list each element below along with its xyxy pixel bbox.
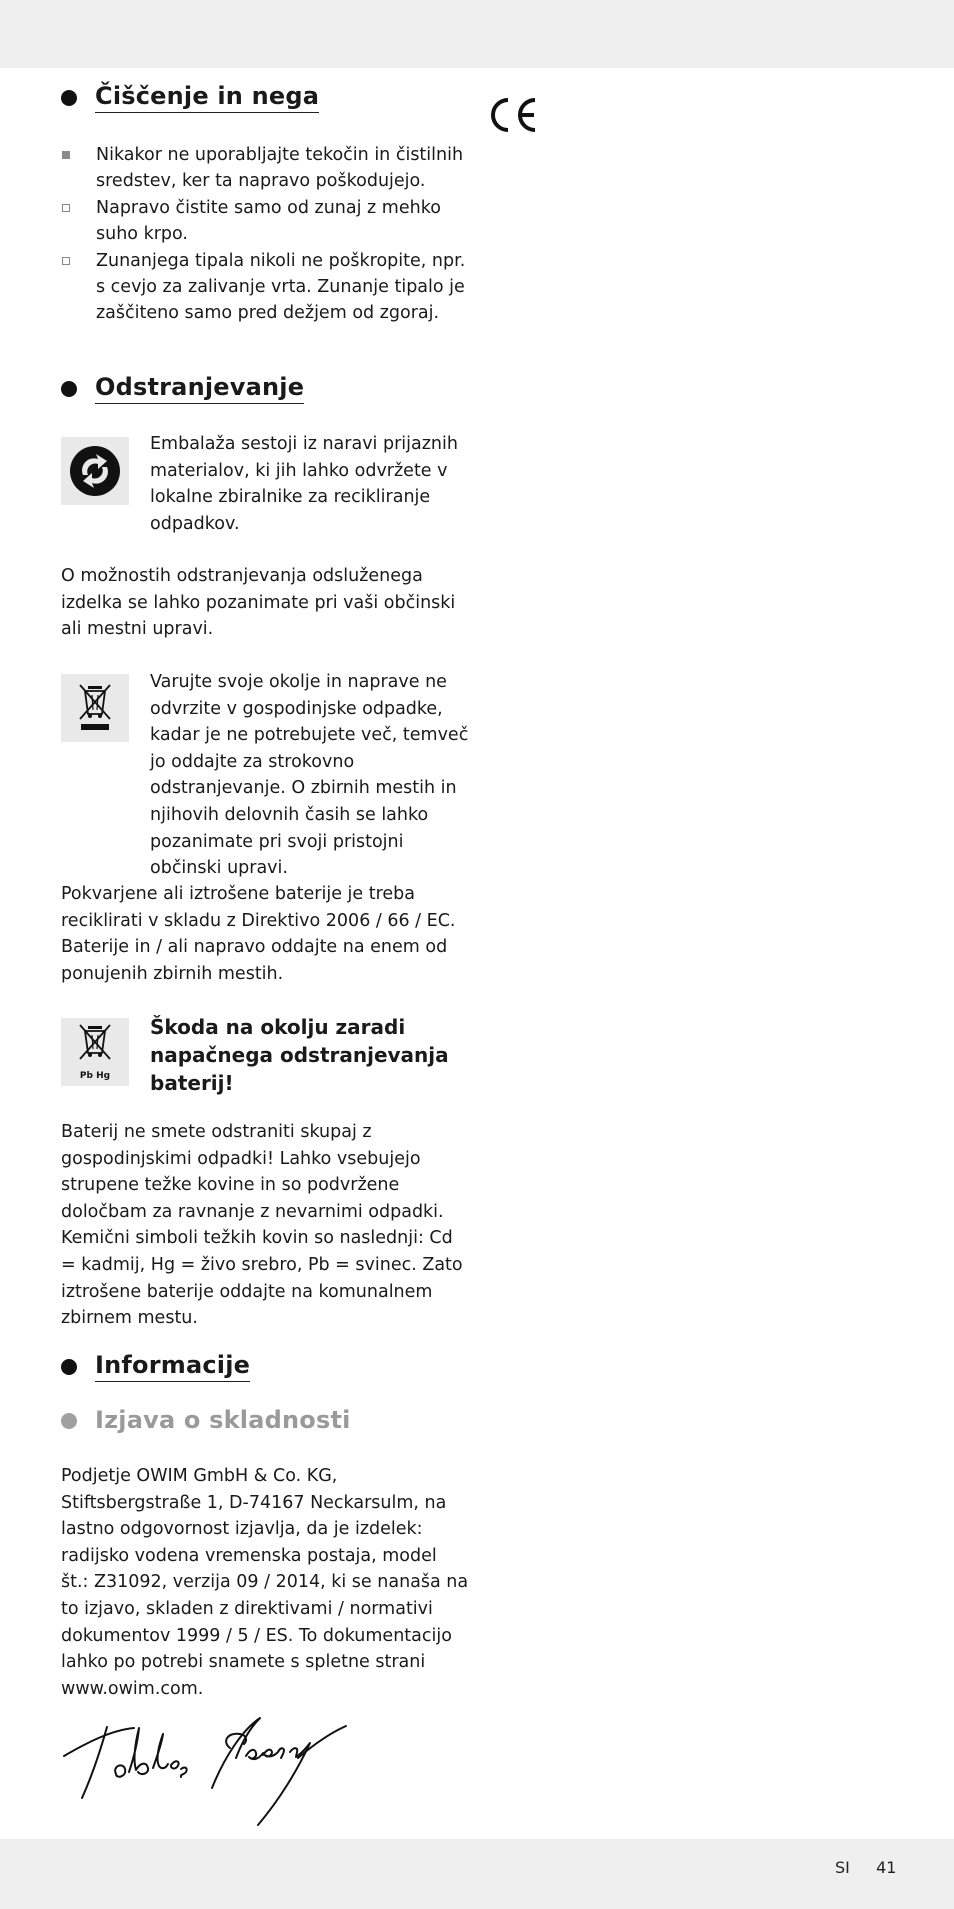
heading-disposal-text: Odstranjevanje xyxy=(95,373,304,404)
heading-declaration-text: Izjava o skladnosti xyxy=(95,1406,351,1434)
heading-bullet xyxy=(61,90,77,106)
disposal-options-text: O možnostih odstranjevanja odsluženega izdelka se lahko pozanimate pri vaši občinski ali mestni upravi. xyxy=(61,566,456,640)
top-band xyxy=(0,0,954,68)
bullet-square-icon xyxy=(62,151,70,159)
heading-info xyxy=(61,1351,250,1382)
list-item: Nikakor ne uporabljajte tekočin in čistilnih sredstev, ker ta napravo poškodujejo. xyxy=(61,142,469,195)
packaging-text-block xyxy=(150,431,470,537)
heading-bullet xyxy=(61,1359,77,1375)
weee-text-block xyxy=(150,669,470,882)
list-item: Zunanjega tipala nikoli ne poškropite, npr. s cevjo za zalivanje vrta. Zunanje tipalo je zaščiteno samo pred dežjem od zgoraj. xyxy=(61,248,469,327)
handwritten-signature xyxy=(60,1680,360,1834)
heading-info-text: Informacije xyxy=(95,1351,250,1382)
ce-mark-icon xyxy=(488,95,540,139)
heading-cleaning xyxy=(61,82,319,113)
page-footer xyxy=(835,1858,896,1877)
bullet-square-icon xyxy=(62,257,70,265)
battery-details-text: Baterij ne smete odstraniti skupaj z gospodinjskimi odpadki! Lahko vsebujejo strupene težke kovine in so podvržene določbam za ravnanje z nevarnimi odpadki. Kemični simboli težkih kovin so naslednji: Cd = kadmij, Hg = živo srebro, Pb = svinec. Zato iztrošene baterije oddajte na komunalnem zbirnem mestu. xyxy=(61,1122,463,1329)
list-item: Napravo čistite samo od zunaj z mehko suho krpo. xyxy=(61,195,469,248)
battery-recycling-text: Pokvarjene ali iztrošene baterije je treba reciklirati v skladu z Direktivo 2006 / 66 / EC. Baterije in / ali napravo oddajte na enem od ponujenih zbirnih mestih. xyxy=(61,884,456,984)
declaration-block xyxy=(61,1463,469,1702)
bottom-band xyxy=(0,1839,954,1909)
packaging-text: Embalaža sestoji iz naravi prijaznih materialov, ki jih lahko odvržete v lokalne zbiralnike za recikliranje odpadkov. xyxy=(150,434,458,534)
footer-lang: SI xyxy=(835,1858,850,1877)
heading-bullet xyxy=(61,1413,77,1429)
heading-disposal xyxy=(61,373,304,404)
cleaning-list xyxy=(61,142,469,327)
declaration-text: Podjetje OWIM GmbH & Co. KG, Stiftsbergstraße 1, D-74167 Neckarsulm, na lastno odgovornost izjavlja, da je izdelek: radijsko vodena vremenska postaja, model št.: Z31092, verzija 09 / 2014, ki se nanaša na to izjavo, skladen z direktivami / normativi dokumentov 1999 / 5 / ES. To dokumentacijo lahko po potrebi snamete s spletne strani www.owim.com. xyxy=(61,1466,469,1699)
battery-recycling-block xyxy=(61,881,469,987)
page-number: 41 xyxy=(876,1858,897,1877)
heading-declaration xyxy=(61,1406,351,1436)
heading-cleaning-text: Čiščenje in nega xyxy=(95,82,319,113)
disposal-options-block xyxy=(61,563,469,643)
battery-details-block xyxy=(61,1119,469,1332)
battery-warning-text: Škoda na okolju zaradi napačnega odstranjevanja baterij! xyxy=(150,1015,449,1095)
weee-text: Varujte svoje okolje in naprave ne odvrzite v gospodinjske odpadke, kadar je ne potrebujete več, temveč jo oddajte za strokovno odstranjevanje. O zbirnih mestih in njihovih delovnih časih se lahko pozanimate pri svoji pristojni občinski upravi. xyxy=(150,672,469,879)
bullet-square-icon xyxy=(62,204,70,212)
battery-warning-block xyxy=(150,1013,470,1097)
crossed-out-battery-bin-icon xyxy=(61,1018,129,1086)
crossed-out-bin-icon xyxy=(61,674,129,742)
battery-icon-label: Pb Hg xyxy=(79,1071,111,1081)
green-dot-recycling-icon xyxy=(61,437,129,505)
heading-bullet xyxy=(61,381,77,397)
